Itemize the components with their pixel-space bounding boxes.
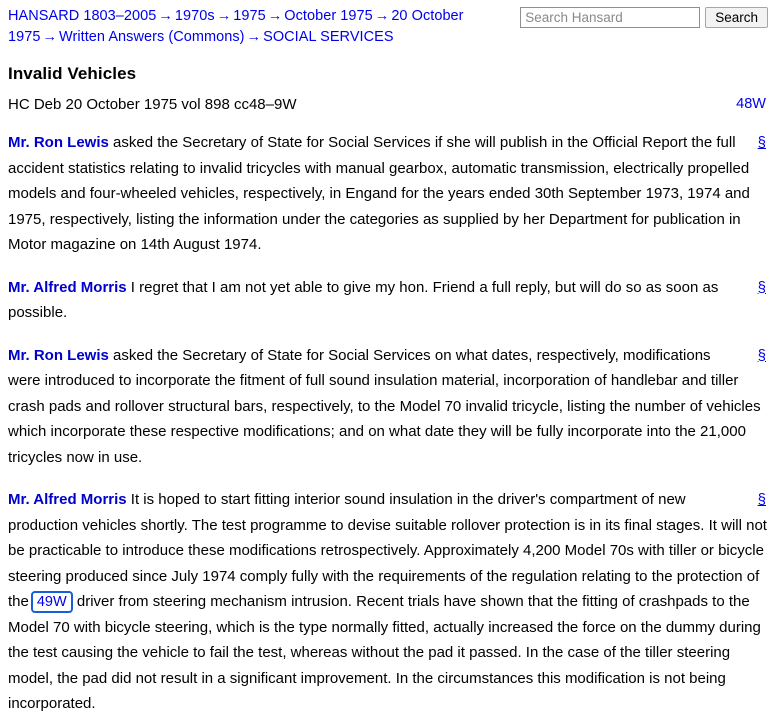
speaker-name[interactable]: Mr. Alfred Morris	[8, 278, 127, 296]
speaker-name[interactable]: Mr. Ron Lewis	[8, 346, 109, 364]
speech-text: asked the Secretary of State for Social Services on what dates, respectively, modifications were introduced to incorporate the fitment of full sound insulation material, incorporation of handlebar and tiller crash pads and rollover structural bars, respectively, to the Model 70 invalid tricycle, listing the number of vehicles which incorporate these respective modifications; and on what date they will be fully incorporate into the 21,000 tricycles now in use.	[8, 346, 761, 466]
breadcrumb-item-written-answers[interactable]: Written Answers (Commons)	[59, 29, 245, 45]
breadcrumb-item-october-1975[interactable]: October 1975	[284, 8, 373, 24]
speech-block	[8, 275, 768, 326]
breadcrumb-separator: →	[267, 8, 283, 24]
breadcrumb-item-social-services[interactable]: SOCIAL SERVICES	[263, 29, 394, 45]
column-reference-49w[interactable]: 49W	[31, 591, 73, 613]
speech-block	[8, 130, 768, 258]
section-link-icon[interactable]: §	[757, 491, 766, 508]
search-button[interactable]: Search	[705, 7, 768, 28]
breadcrumb-item-1975[interactable]: 1975	[233, 8, 266, 24]
speech-text-continued: driver from steering mechanism intrusion. Recent trials have shown that the fitting of crashpads to the Model 70 with bicycle steering, which is the type normally fitted, actually increased the force on the dummy during the test causing the vehicle to fail the test, whereas without the pad it passed. In the case of the tiller steering model, the pad did not result in a significant improvement. In the circumstances this modification is not being incorporated.	[8, 593, 761, 712]
top-bar	[8, 6, 768, 52]
search-area	[520, 7, 768, 28]
citation-text: HC Deb 20 October 1975 vol 898 cc48–9W	[8, 96, 297, 113]
column-reference-48w[interactable]: 48W	[736, 96, 766, 112]
speech-block	[8, 343, 768, 471]
speech-text: It is hoped to start fitting interior sound insulation in the driver's compartment of new production vehicles shortly. The test programme to devise suitable rollover protection is in its final stages. It will not be practicable to introduce these modifications retrospectively. Approximately 4,200 Model 70s with tiller or bicycle steering produced since July 1974 comply fully with the requirements of the regulation relating to the protection of the	[8, 491, 767, 610]
breadcrumb-separator: →	[246, 29, 262, 45]
breadcrumb-separator: →	[158, 8, 173, 24]
breadcrumb	[8, 6, 508, 48]
breadcrumb-separator: →	[374, 8, 390, 24]
citation-row	[8, 96, 768, 113]
speaker-name[interactable]: Mr. Ron Lewis	[8, 134, 109, 151]
breadcrumb-item-hansard[interactable]: HANSARD 1803–2005	[8, 8, 157, 24]
section-link-icon[interactable]: §	[757, 346, 766, 364]
section-link-icon[interactable]: §	[757, 134, 766, 151]
speaker-name[interactable]: Mr. Alfred Morris	[8, 491, 127, 508]
breadcrumb-item-20-october-1975[interactable]: 20 October 1975	[8, 8, 464, 45]
search-input[interactable]	[520, 7, 700, 28]
breadcrumb-separator: →	[42, 29, 58, 45]
breadcrumb-item-1970s[interactable]: 1970s	[174, 8, 215, 24]
section-link-icon[interactable]: §	[757, 278, 766, 296]
speech-text: I regret that I am not yet able to give my hon. Friend a full reply, but will do so as soon as possible.	[8, 278, 719, 321]
speech-block	[8, 487, 768, 717]
breadcrumb-separator: →	[216, 8, 232, 24]
page-title: Invalid Vehicles	[8, 64, 137, 83]
speech-text: asked the Secretary of State for Social Services if she will publish in the Official Report the full accident statistics relating to invalid tricycles with manual gearbox, automatic transmission, electrically propelled models and four-wheeled vehicles, respectively, in Engand for the years ended 30th September 1973, 1974 and 1975, respectively, listing the information under the categories as supplied by her Department for publication in Motor magazine on 14th August 1974.	[8, 134, 750, 253]
